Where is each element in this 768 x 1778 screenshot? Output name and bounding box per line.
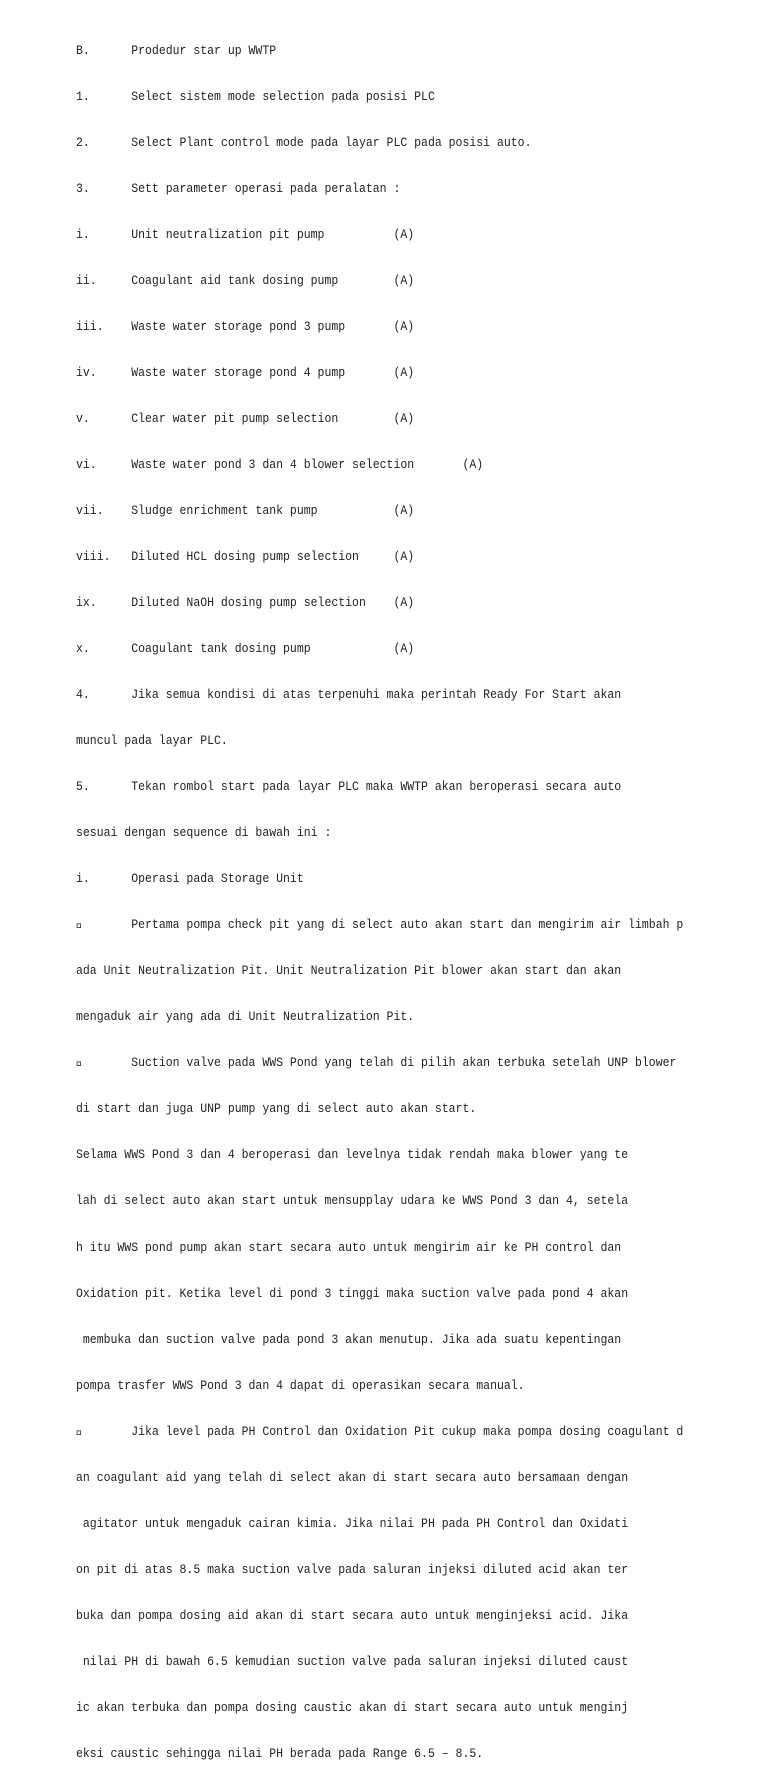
line-09: v. Clear water pit pump selection (A): [76, 411, 415, 426]
line-31: Jika level pada PH Control dan Oxidation Pit cukup maka pompa dosing coagulant d: [76, 1424, 684, 1439]
line-10: vi. Waste water pond 3 dan 4 blower selection (A): [76, 457, 484, 472]
line-07: iii. Waste water storage pond 3 pump (A): [76, 319, 415, 334]
line-13: ix. Diluted NaOH dosing pump selection (A): [76, 596, 415, 611]
line-24: di start dan juga UNP pump yang di select auto akan start.: [76, 1102, 477, 1117]
line-36: nilai PH di bawah 6.5 kemudian suction valve pada saluran injeksi diluted caust: [76, 1654, 629, 1669]
line-05: i. Unit neutralization pit pump (A): [76, 227, 415, 242]
line-35: buka dan pompa dosing aid akan di start secara auto untuk menginjeksi acid. Jika: [76, 1608, 629, 1623]
line-14: x. Coagulant tank dosing pump (A): [76, 642, 415, 657]
line-28: Oxidation pit. Ketika level di pond 3 tinggi maka suction valve pada pond 4 akan: [76, 1286, 629, 1301]
line-23: Suction valve pada WWS Pond yang telah di pilih akan terbuka setelah UNP blower: [76, 1056, 677, 1071]
line-06: ii. Coagulant aid tank dosing pump (A): [76, 273, 415, 288]
line-33: agitator untuk mengaduk cairan kimia. Jika nilai PH pada PH Control dan Oxidati: [76, 1516, 629, 1531]
line-08: iv. Waste water storage pond 4 pump (A): [76, 365, 415, 380]
line-34: on pit di atas 8.5 maka suction valve pada saluran injeksi diluted acid akan ter: [76, 1562, 629, 1577]
line-01: B. Prodedur star up WWTP: [76, 43, 277, 58]
line-12: viii. Diluted HCL dosing pump selection (A): [76, 550, 415, 565]
line-16: muncul pada layar PLC.: [76, 734, 228, 749]
document-body: [76, 13, 702, 1778]
line-18: sesuai dengan sequence di bawah ini :: [76, 826, 332, 841]
line-29: membuka dan suction valve pada pond 3 akan menutup. Jika ada suatu kepentingan: [76, 1332, 622, 1347]
line-37: ic akan terbuka dan pompa dosing caustic akan di start secara auto untuk menginj: [76, 1700, 629, 1715]
line-17: 5. Tekan rombol start pada layar PLC maka WWTP akan beroperasi secara auto: [76, 780, 622, 795]
line-04: 3. Sett parameter operasi pada peralatan :: [76, 181, 401, 196]
line-19: i. Operasi pada Storage Unit: [76, 872, 304, 887]
line-38: eksi caustic sehingga nilai PH berada pada Range 6.5 – 8.5.: [76, 1746, 484, 1761]
line-20: Pertama pompa check pit yang di select auto akan start dan mengirim air limbah p: [76, 918, 684, 933]
line-30: pompa trasfer WWS Pond 3 dan 4 dapat di operasikan secara manual.: [76, 1378, 525, 1393]
line-26: lah di select auto akan start untuk mensupplay udara ke WWS Pond 3 dan 4, setela: [76, 1194, 629, 1209]
line-32: an coagulant aid yang telah di select akan di start secara auto bersamaan dengan: [76, 1470, 629, 1485]
line-22: mengaduk air yang ada di Unit Neutralization Pit.: [76, 1010, 415, 1025]
line-11: vii. Sludge enrichment tank pump (A): [76, 504, 415, 518]
line-25: Selama WWS Pond 3 dan 4 beroperasi dan levelnya tidak rendah maka blower yang te: [76, 1148, 629, 1163]
line-03: 2. Select Plant control mode pada layar PLC pada posisi auto.: [76, 135, 532, 150]
line-21: ada Unit Neutralization Pit. Unit Neutralization Pit blower akan start dan akan: [76, 964, 622, 979]
line-02: 1. Select sistem mode selection pada posisi PLC: [76, 89, 435, 104]
line-15: 4. Jika semua kondisi di atas terpenuhi maka perintah Ready For Start akan: [76, 688, 622, 703]
line-27: h itu WWS pond pump akan start secara auto untuk mengirim air ke PH control dan: [76, 1240, 622, 1255]
